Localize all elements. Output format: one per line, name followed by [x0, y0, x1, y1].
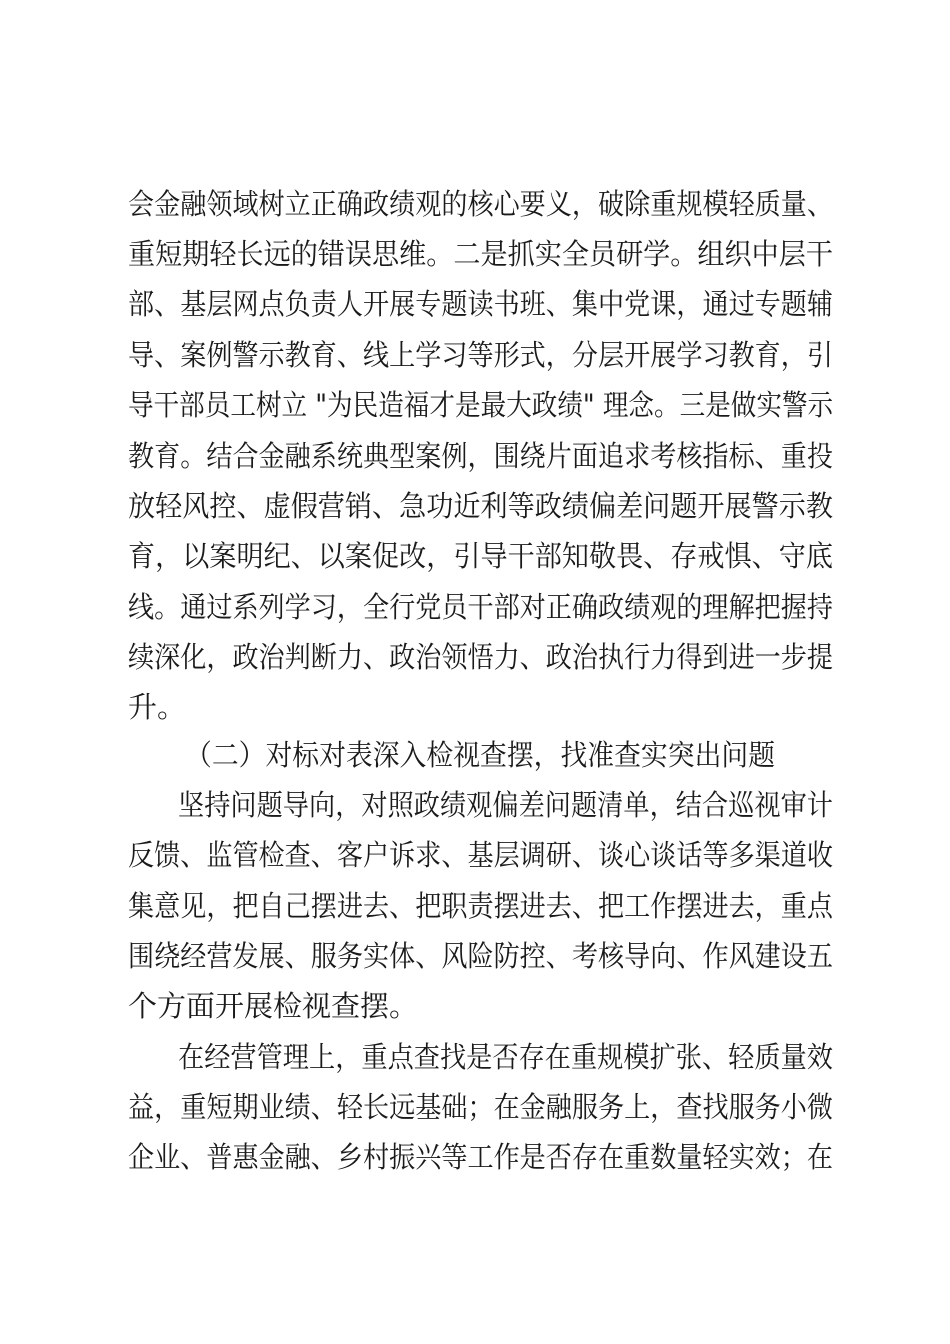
paragraph-line: 升。 [128, 690, 187, 724]
paragraph-line: 导干部员工树立 "为民造福才是最大政绩" 理念。三是做实警示 [128, 388, 834, 422]
paragraph-line: 育，以案明纪、以案促改，引导干部知敬畏、存戒惧、守底 [128, 539, 834, 573]
paragraph-line: 在经营管理上，重点查找是否存在重规模扩张、轻质量效 [178, 1040, 833, 1074]
paragraph-line: 会金融领域树立正确政绩观的核心要义，破除重规模轻质量、 [128, 187, 834, 221]
paragraph-line: 续深化，政治判断力、政治领悟力、政治执行力得到进一步提 [128, 640, 834, 674]
paragraph-line: 线。通过系列学习，全行党员干部对正确政绩观的理解把握持 [128, 590, 834, 624]
section-heading: （二）对标对表深入检视查摆，找准查实突出问题 [185, 738, 776, 772]
paragraph-line: 导、案例警示教育、线上学习等形式，分层开展学习教育，引 [128, 338, 834, 372]
paragraph-line: 围绕经营发展、服务实体、风险防控、考核导向、作风建设五 [128, 939, 834, 973]
paragraph-line: 企业、普惠金融、乡村振兴等工作是否存在重数量轻实效；在 [128, 1140, 834, 1174]
paragraph-line: 重短期轻长远的错误思维。二是抓实全员研学。组织中层干 [128, 237, 834, 271]
paragraph-line: 集意见，把自己摆进去、把职责摆进去、把工作摆进去，重点 [128, 889, 834, 923]
paragraph-line: 反馈、监管检查、客户诉求、基层调研、谈心谈话等多渠道收 [128, 838, 834, 872]
paragraph-line: 个方面开展检视查摆。 [128, 989, 419, 1023]
paragraph-line: 部、基层网点负责人开展专题读书班、集中党课，通过专题辅 [128, 287, 834, 321]
paragraph-line: 坚持问题导向，对照政绩观偏差问题清单，结合巡视审计 [178, 788, 833, 822]
paragraph-line: 益，重短期业绩、轻长远基础；在金融服务上，查找服务小微 [128, 1090, 834, 1124]
paragraph-line: 教育。结合金融系统典型案例，围绕片面追求考核指标、重投 [128, 439, 834, 473]
paragraph-line: 放轻风控、虚假营销、急功近利等政绩偏差问题开展警示教 [128, 489, 834, 523]
